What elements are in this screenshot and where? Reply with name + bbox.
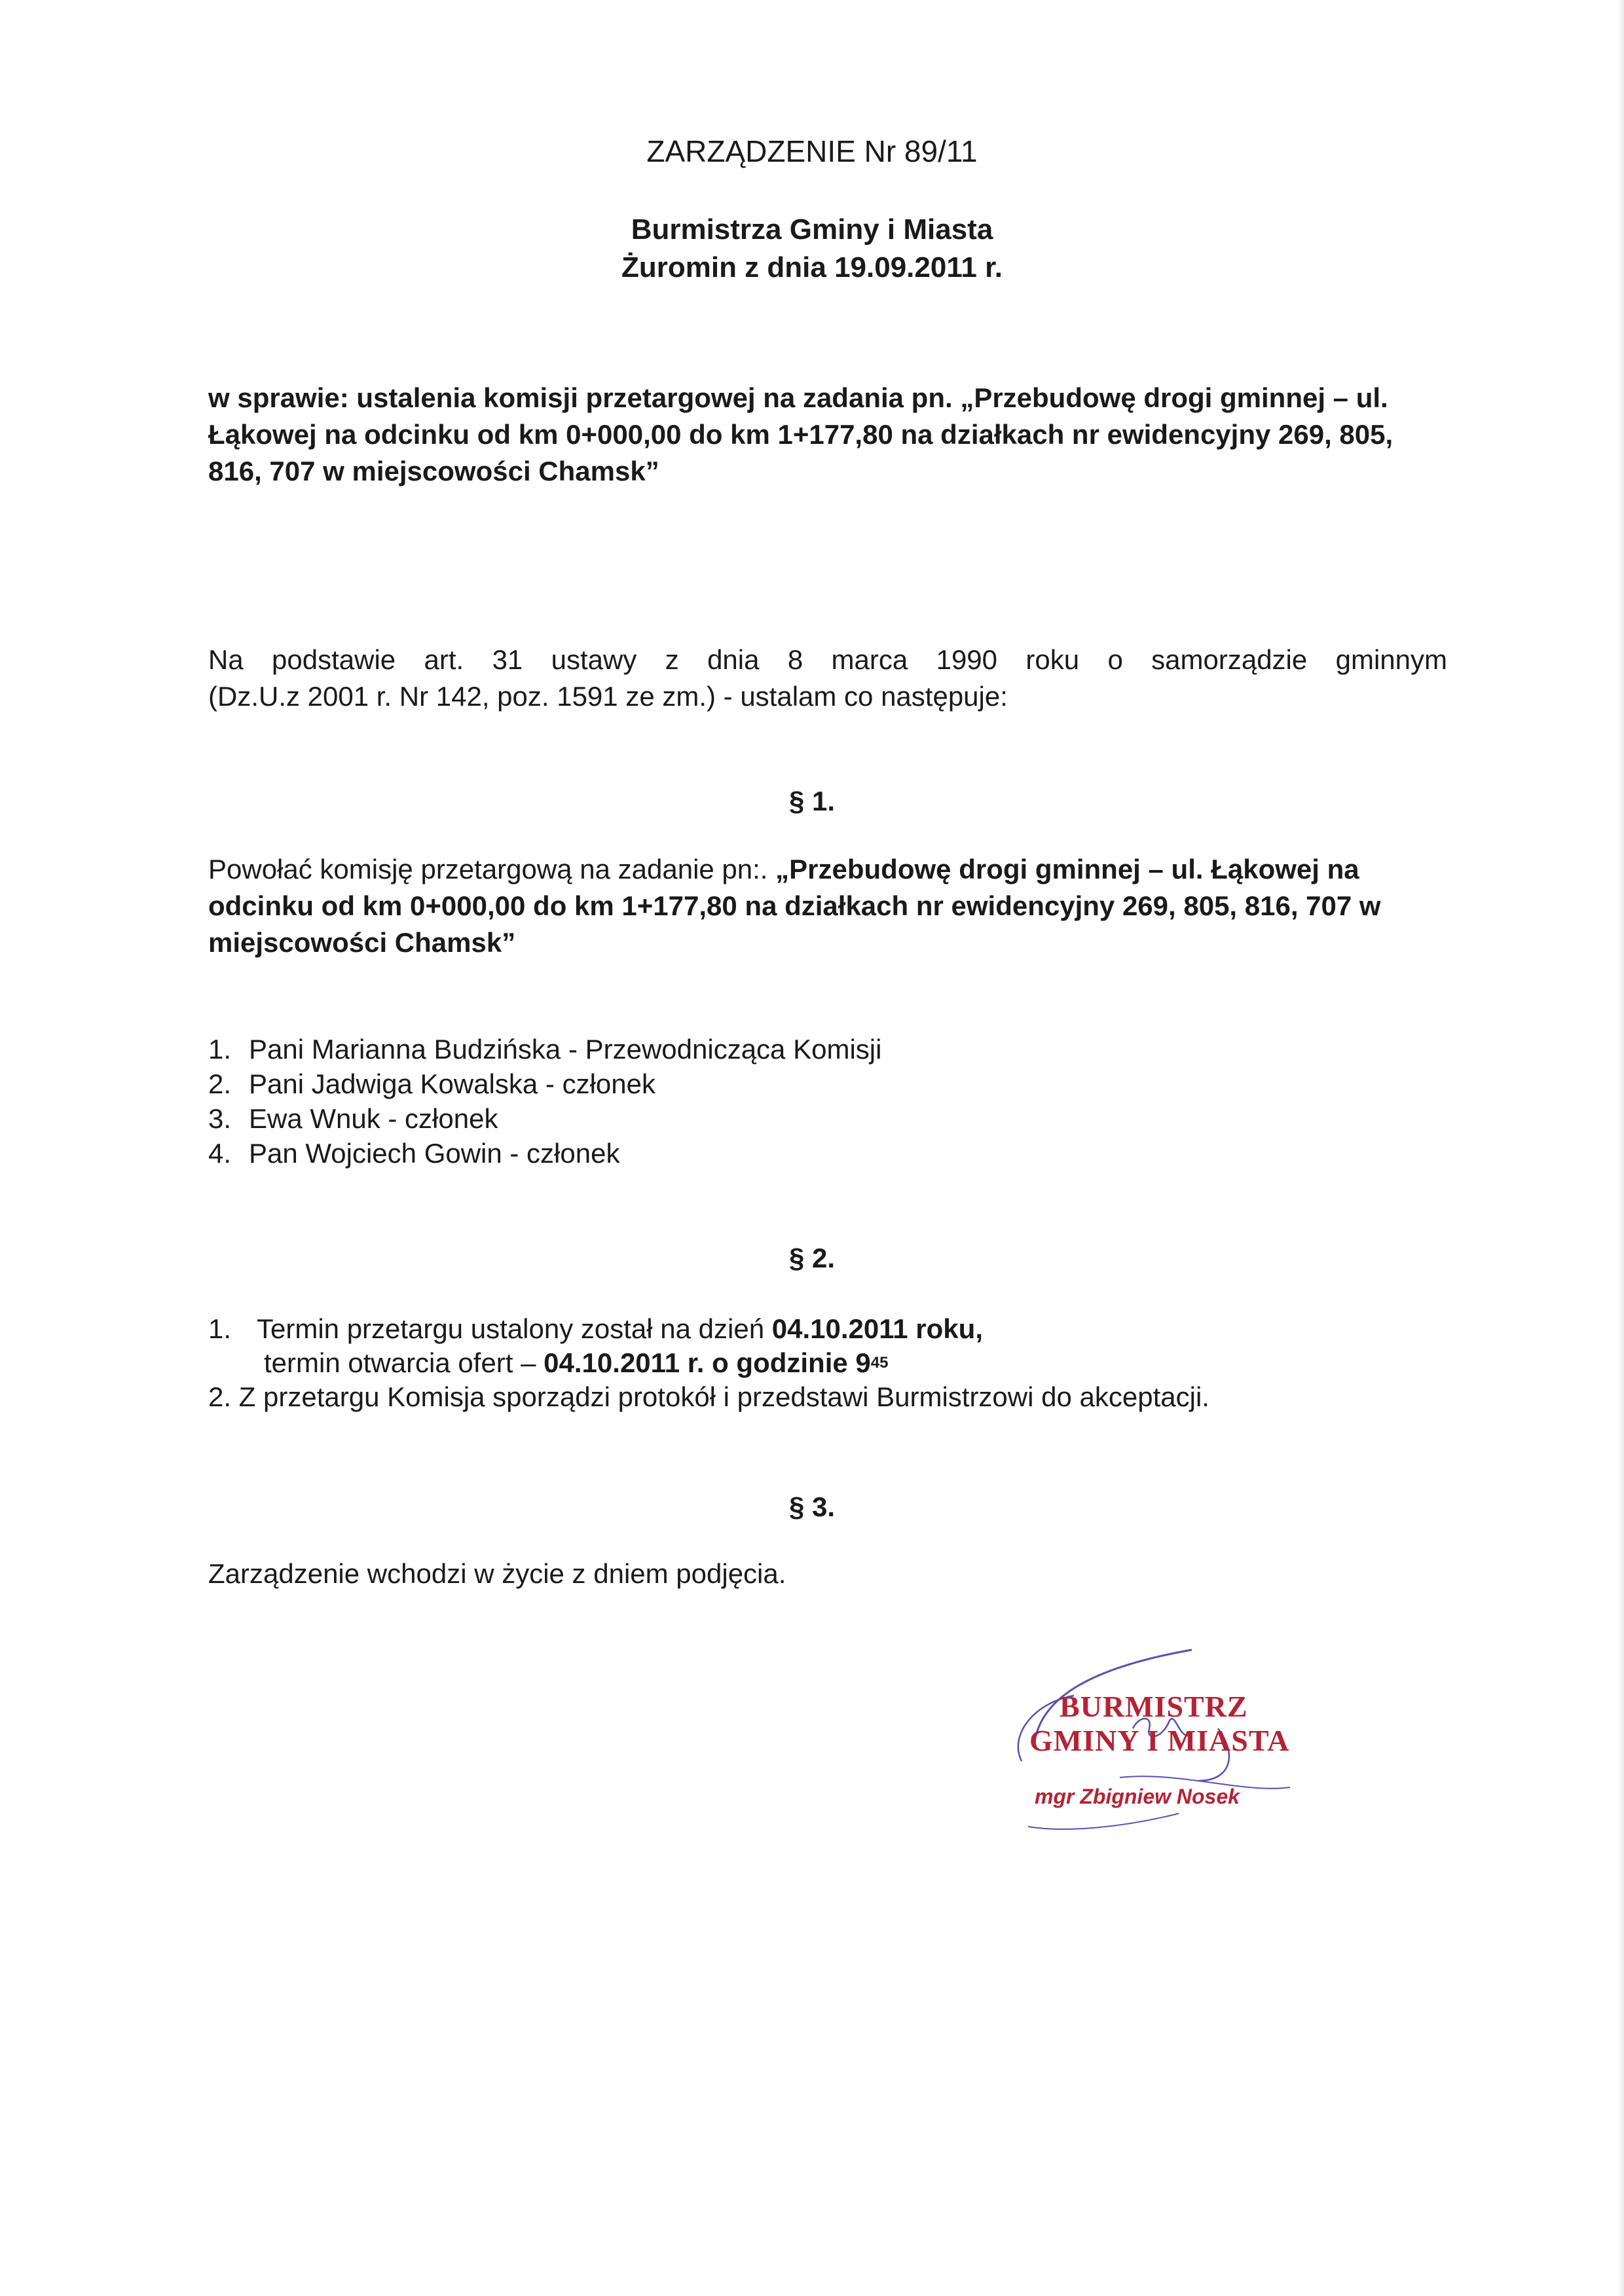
- list-item: [208, 1032, 881, 1066]
- document-issuer: Burmistrza Gminy i Miasta: [631, 213, 993, 246]
- term-date-bold: 04.10.2011 roku,: [771, 1313, 983, 1344]
- list-item-text: Ewa Wnuk - członek: [249, 1103, 498, 1134]
- scan-edge-shadow: [1617, 0, 1624, 2296]
- document-title: ZARZĄDZENIE Nr 89/11: [646, 134, 978, 168]
- section-2-items: [208, 1312, 1452, 1414]
- list-item: [208, 1136, 881, 1171]
- stamp-line-2: GMINY I MIASTA: [1029, 1724, 1290, 1757]
- committee-member-list: [208, 1032, 881, 1171]
- legal-basis-line-1: Na podstawie art. 31 ustawy z dnia 8 marca 1990 roku o samorządzie gminnym: [208, 644, 1447, 675]
- document-place-date: Żuromin z dnia 19.09.2011 r.: [621, 251, 1003, 283]
- term-date-plain: Termin przetargu ustalony został na dzień: [257, 1313, 772, 1344]
- section-1-heading: § 1.: [788, 786, 836, 816]
- section-1-intro-bold: „Przebudowę drogi gminnej – ul. Łąkowej na odcinku od km 0+000,00 do km 1+177,80 na działkach nr ewidencyjny 269, 805, 816, 707 w miejscowości Chamsk”: [208, 854, 1381, 958]
- legal-basis-line-2: (Dz.U.z 2001 r. Nr 142, poz. 1591 ze zm.) - ustalam co następuje:: [208, 681, 1008, 712]
- opening-time-minutes: 45: [870, 1354, 889, 1372]
- section-2-item-2: [208, 1380, 1452, 1414]
- stamp-line-1: BURMISTRZ: [1060, 1690, 1248, 1723]
- list-item-text: Pan Wojciech Gowin - członek: [249, 1138, 620, 1169]
- section-3-heading: § 3.: [788, 1491, 836, 1522]
- section-2-item-1-continuation: [208, 1346, 1452, 1380]
- list-item-number: 1.: [208, 1034, 232, 1065]
- section-1-intro: [208, 851, 1447, 961]
- term-date-text: [257, 1312, 983, 1346]
- opening-time-plain: termin otwarcia ofert –: [264, 1347, 536, 1378]
- protocol-text: 2. Z przetargu Komisja sporządzi protokół i przedstawi Burmistrzowi do akceptacji.: [208, 1381, 1209, 1412]
- official-stamp: [982, 1630, 1349, 1840]
- list-item-text: Pani Jadwiga Kowalska - członek: [249, 1068, 655, 1099]
- list-item: [208, 1066, 881, 1101]
- list-item-number: 2.: [208, 1068, 232, 1099]
- list-item-number: 4.: [208, 1138, 232, 1169]
- list-item-number: 3.: [208, 1103, 232, 1134]
- legal-basis-paragraph: [208, 642, 1447, 715]
- section-1-intro-plain: Powołać komisję przetargową na zadanie pn:.: [208, 854, 776, 884]
- section-2-heading: § 2.: [788, 1243, 836, 1273]
- section-2-item-1: [208, 1312, 1452, 1346]
- opening-time-bold: 04.10.2011 r. o godzinie 9: [544, 1347, 871, 1378]
- section-3-text: Zarządzenie wchodzi w życie z dniem podjęcia.: [208, 1558, 786, 1589]
- stamp-signatory-name: mgr Zbigniew Nosek: [1035, 1785, 1240, 1808]
- subject-paragraph: w sprawie: ustalenia komisji przetargowej na zadania pn. „Przebudowę drogi gminnej – ul. Łąkowej na odcinku od km 0+000,00 do km 1+177,80 na działkach nr ewidencyjny 269, 805, 816, 707 w miejscowości Chamsk”: [208, 382, 1393, 486]
- list-item: [208, 1101, 881, 1136]
- list-item-text: Pani Marianna Budzińska - Przewodnicząca Komisji: [249, 1034, 882, 1065]
- list-item-number: 1.: [208, 1313, 232, 1344]
